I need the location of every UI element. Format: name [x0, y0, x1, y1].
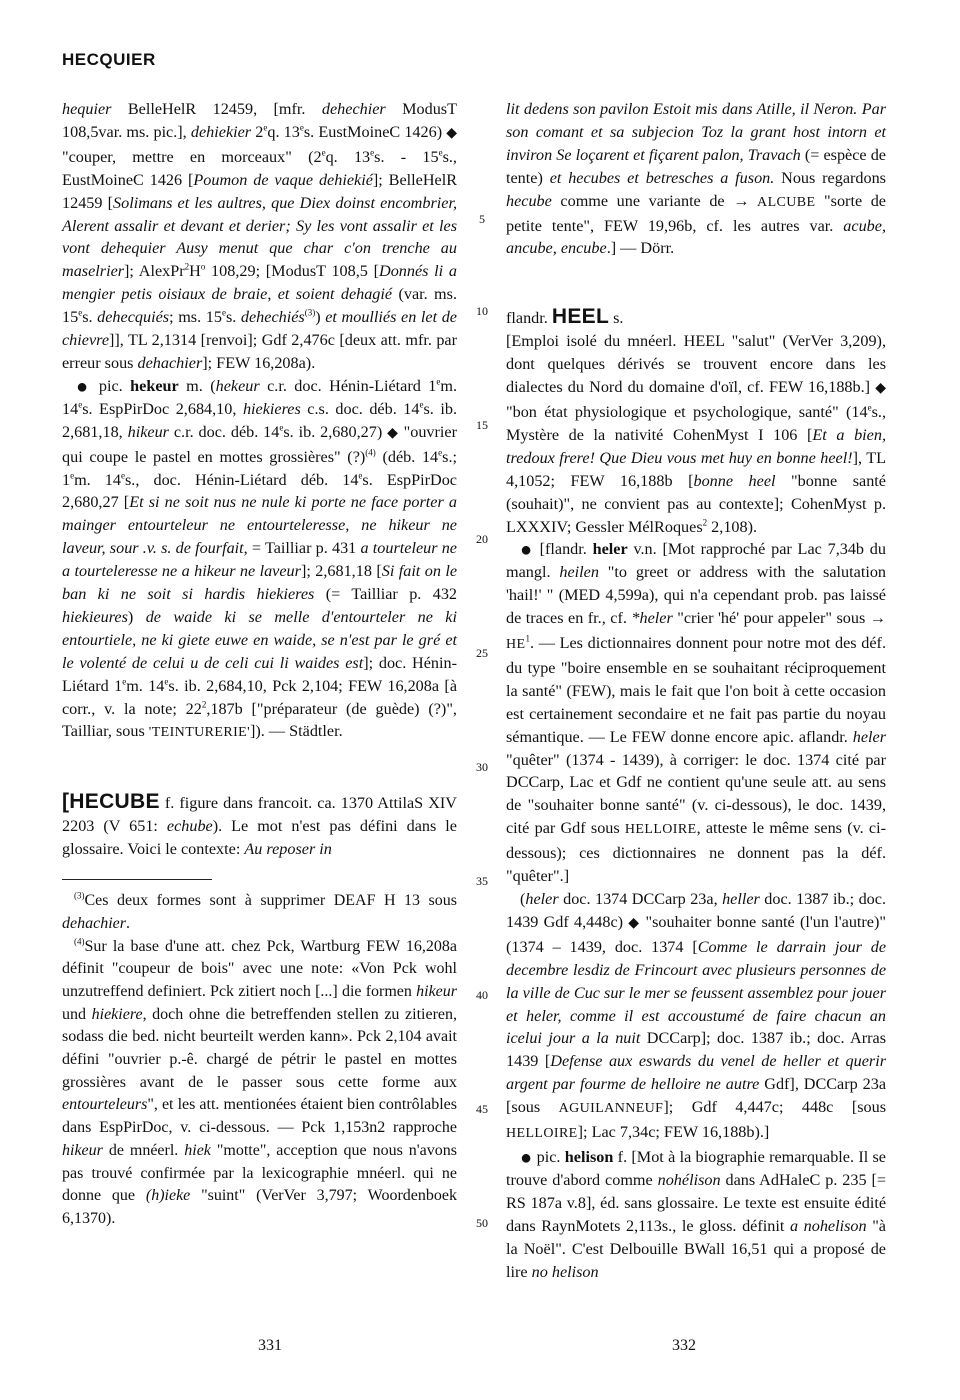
line-number: 30: [476, 760, 488, 774]
entry-heler: [506, 538, 886, 888]
entry-hequier: [62, 98, 457, 375]
entry-heler-attestations: [506, 888, 886, 1146]
text-run: dehiekier: [190, 122, 252, 141]
text-run: "motte", acception que nous n'avons pas trouvé confirmée par la lexicographie mnéerl. qui ne donne que: [62, 1141, 457, 1205]
text-run: s., doc. Hénin-Liétard déb. 14: [125, 470, 359, 489]
line-number: 45: [476, 1102, 488, 1116]
text-run: et moulliés en let de chievre: [62, 308, 457, 350]
arrow-icon: →: [733, 191, 750, 210]
text-run: ,187b ["préparateur (de guède) (?)", Tailliar, sous: [62, 699, 457, 741]
text-run: dans AdHaleC p. 235 [= RS 187a v.8], éd. sans glossaire. Le texte est ensuite édité dans RaynMotets 2,113s., le gloss. définit: [506, 1170, 886, 1235]
text-run: "to greet or address with the salutation 'hail!' " (MED 4,599a), qui n'a cependant prob. pas laissé de traces en fr., cf.: [506, 563, 887, 628]
entry-hecube: [62, 791, 457, 861]
text-run: ]; FEW 16,208a).: [202, 353, 316, 372]
text-run: und: [62, 1005, 92, 1023]
text-run: s. EustMoineC 1426): [303, 122, 447, 141]
text-run: flandr.: [506, 309, 552, 328]
bullet-icon: ●: [520, 1146, 533, 1169]
text-run: m. 14: [74, 470, 121, 489]
line-number: 50: [476, 1216, 488, 1230]
text-run: a nohelison: [789, 1216, 867, 1235]
headword-hecube: HECUBE: [69, 790, 160, 814]
text-run: [: [62, 790, 70, 814]
arrow-icon: →: [869, 609, 886, 628]
text-run: 2: [702, 517, 708, 528]
text-run: comme une variante de: [551, 191, 734, 210]
text-run: ]; doc. Hénin-Liétard 1: [62, 653, 457, 695]
text-run: [Emploi isolé du mnéerl. HEEL "salut" (VerVer 3,209), dont quelques dérivés se trouvent encore dans les dialectes du Nord du domaine d'oïl, cf. FEW 16,188b.]: [506, 332, 886, 397]
diamond-icon: ◆: [446, 125, 458, 141]
running-head: HECQUIER: [62, 50, 156, 69]
text-run: hikeur: [416, 982, 457, 1000]
text-run: Si fait on le ban ki ne soit si hardis hiekieres: [62, 562, 458, 604]
bullet-icon: ●: [520, 539, 534, 562]
text-run: Au reposer in: [244, 840, 332, 859]
text-run: dehechiés: [240, 308, 305, 327]
text-run: 2: [184, 261, 190, 272]
text-run: 2: [251, 122, 264, 141]
text-run: s. - 15: [374, 147, 439, 166]
text-run: m. 14: [62, 376, 457, 418]
bullet-icon: ●: [76, 375, 92, 398]
diamond-icon: ◆: [387, 425, 399, 441]
text-run: heller: [722, 890, 760, 908]
text-run: dehecquiés: [97, 308, 170, 327]
text-run: s. ib. 2,681,18,: [62, 399, 457, 441]
text-run: Ces deux formes sont à supprimer DEAF H 13 sous: [84, 892, 457, 910]
text-run: e: [122, 676, 127, 687]
text-run: (: [520, 890, 526, 908]
text-run: e: [121, 470, 125, 481]
text-run: hiekieres: [242, 399, 301, 418]
footnote-4: [62, 936, 457, 1231]
text-run: pic.: [91, 376, 131, 395]
footnote-divider: [62, 879, 212, 880]
text-run: Donnés li a mengier petis oisiaux de braie, et soient dehagié: [62, 262, 457, 304]
text-run: o: [200, 261, 206, 272]
text-run: dehachier: [137, 353, 203, 372]
text-run: hikeur: [62, 1141, 103, 1159]
text-run: de waide ki se melle d'entourteler ne ki entourtiele, ne ki giete euwe en waide, se n'est par le gré et le volenté de celui u de celi cui li waides est: [62, 607, 457, 672]
text-run: doc. 1374 DCCarp 23a,: [558, 890, 723, 908]
headword-heel: HEEL: [551, 305, 610, 329]
line-number: 35: [476, 874, 488, 888]
text-run: ", et les att. mentionées étaient bien contrôlables dans EspPirDoc, v. ci-dessous. — Pck 1,153n2 rapproche: [62, 1096, 457, 1137]
text-run: e: [279, 422, 284, 433]
footnote-3: [62, 890, 457, 935]
text-run: e: [370, 147, 375, 158]
text-run: 2: [201, 699, 207, 710]
text-run: .: [125, 914, 130, 932]
text-run: c.r. doc. Hénin-Liétard 1: [259, 376, 437, 395]
text-run: ). Le mot n'est pas défini dans le glossaire. Voici le contexte:: [62, 817, 457, 859]
text-run: HELLOIRE: [624, 822, 697, 838]
text-run: ]). — Städtler.: [250, 722, 343, 741]
text-run: s. EspPirDoc 2,680,27 [: [62, 470, 457, 512]
text-run: 1: [525, 633, 530, 644]
text-run: heler: [592, 540, 628, 559]
text-run: hecube: [506, 191, 552, 210]
text-run: e: [358, 470, 363, 481]
text-run: e: [436, 376, 441, 387]
text-run: s.: [609, 309, 624, 328]
text-run: e: [438, 447, 443, 458]
text-run: , doch ohne die betreffenden stellen zu zitieren, sodass die bed. nicht beurteilt werden kann». Pck 2,104 avait défini "ouvrier p.-ê. chargé de pétrir le pastel en mottes grossières avant de le passer sous cette forme aux: [62, 1005, 458, 1091]
text-run: (4): [74, 936, 85, 947]
text-run: Et a bien, tredoux frere! Que Dieu vous met huy en bonne heel!: [506, 425, 886, 467]
text-run: (3): [74, 890, 85, 901]
text-run: hekeur: [130, 376, 179, 395]
line-number: 40: [476, 988, 488, 1002]
text-run: s.; 1: [62, 447, 457, 489]
text-run: e: [70, 470, 75, 481]
text-run: Poumon de vaque dehiekié: [193, 170, 373, 189]
text-run: BelleHelR 12459, [mfr.: [111, 100, 322, 118]
text-run: 108,29; [ModusT 108,5 [: [205, 262, 379, 281]
text-run: echube: [166, 817, 213, 836]
entry-helison: [506, 1146, 886, 1283]
text-run: Nous regardons: [774, 168, 886, 187]
line-number: 5: [479, 212, 485, 226]
text-run: ): [315, 308, 326, 327]
text-run: e: [263, 122, 268, 133]
entry-hekeur: [62, 375, 457, 746]
line-number: 10: [476, 304, 488, 318]
text-run: (= Tailliar p. 432: [314, 585, 458, 604]
text-run: heilen: [559, 563, 599, 582]
text-run: *heler: [631, 609, 673, 628]
text-run: hikeur: [127, 422, 169, 441]
text-run: ]; AlexPr: [124, 262, 185, 281]
text-run: q. 13: [325, 147, 371, 166]
text-run: s.: [225, 308, 241, 327]
diamond-icon: ◆: [875, 381, 886, 397]
diamond-icon: ◆: [628, 915, 641, 931]
text-run: e: [164, 676, 169, 687]
line-number: 25: [476, 646, 488, 660]
text-run: Solimans et les aultres, que Diex doinst encombrier, Alerent assalir et devant et derier; Sy les vont assalir et les vont dehequier Ausy menut que char c'on trenche au maselrier: [62, 193, 457, 281]
text-run: DCCarp]; doc. 1387 ib.; doc. Arras 1439 [: [506, 1029, 886, 1071]
text-run: Defense aux eswards du venel de heller et querir argent par fourme de helloire ne autre: [506, 1052, 886, 1094]
text-run: .] — Dörr.: [606, 239, 675, 258]
text-run: Et si ne soit nus ne nule ki porte ne face porter a mainger entourteleur ne entourteleresse, ne hikeur ne laveur, sour .v. s. de fourfait,: [62, 493, 457, 558]
text-run: ): [127, 607, 146, 626]
text-run: = Tailliar p. 431: [247, 539, 361, 558]
text-run: Sur la base d'une att. chez Pck, Wartburg FEW 16,208a définit "coupeur de bois" avec une note: «Von Pck wohl unzutreffend definiert. Pck zitiert noch [...] die formen: [62, 937, 457, 1000]
text-run: . — Les dictionnaires donnent pour notre mot des déf. du type "boire ensemble en se souhaitant réciproquement la santé" (FEW), mais le fait que l'on boit à cette occasion est certainement secondaire et ne fait pas partie du noyau sémantique. — Le FEW donne encore apic. aflandr.: [506, 634, 886, 746]
line-number: 15: [476, 418, 488, 432]
text-run: ; ms. 15: [169, 308, 222, 327]
text-run: q. 13: [267, 122, 300, 141]
text-run: AGUILANNEUF: [558, 1101, 664, 1117]
text-run: dehachier: [62, 914, 126, 932]
text-run: ], TL 4,1052; FEW 16,188b [: [506, 448, 886, 490]
text-run: lit dedens son pavilon Estoit mis dans Atille, il Neron. Par son comant et sa subjecion Toz la grant host intorn et inviron Se loçarent et fiçarent palon, Travach: [506, 100, 886, 164]
text-run: e: [299, 122, 304, 133]
text-run: hiekieures: [62, 607, 128, 626]
text-run: et hecubes et betresches a fuson.: [549, 168, 775, 187]
text-run: e: [419, 399, 424, 410]
text-run: entourteleurs: [62, 1096, 148, 1114]
text-run: e: [78, 399, 83, 410]
text-run: (h)ieke: [145, 1187, 191, 1205]
text-run: "à la Noël". C'est Delbouille BWall 16,51 qui a proposé de lire: [506, 1216, 886, 1281]
entry-heel-headword: [506, 306, 886, 330]
text-run: s., Mystère de la nativité CohenMyst I 106 [: [506, 402, 886, 444]
text-run: hiekiere: [91, 1005, 143, 1023]
entry-hecube-continued: [506, 98, 886, 260]
text-run: heler: [852, 727, 886, 746]
text-run: ]; Lac 7,34c; FEW 16,188b).]: [577, 1123, 770, 1142]
text-run: "ouvrier qui coupe le pastel en mottes grossières" (?): [62, 422, 457, 466]
text-run: s. ib. 2,680,27): [283, 422, 388, 441]
text-run: a tourteleur ne a tourteleresse ne a hikeur ne laveur: [62, 539, 457, 581]
line-number: 20: [476, 532, 488, 546]
text-run: s. EspPirDoc 2,684,10,: [82, 399, 243, 418]
text-run: ALCUBE: [749, 194, 816, 210]
text-run: HE: [506, 637, 526, 653]
text-run: f. [Mot à la biographie remarquable. Il se trouve d'abord comme: [506, 1147, 886, 1189]
footnote-ref-3: (3): [304, 307, 316, 318]
text-run: (= espèce de tente): [506, 145, 886, 187]
text-run: acube, ancube, encube: [506, 216, 886, 258]
text-run: de mnéerl.: [102, 1141, 185, 1159]
text-run: ]; BelleHelR 12459 [: [62, 170, 457, 212]
footnote-ref-4: (4): [365, 447, 376, 458]
text-run: bonne heel: [693, 471, 776, 490]
entry-heel: [506, 330, 886, 538]
text-run: helison: [564, 1147, 614, 1166]
text-run: c.s. doc. déb. 14: [300, 399, 420, 418]
text-run: "couper, mettre en morceaux" (2: [62, 147, 322, 166]
text-run: dehechier: [321, 100, 386, 118]
text-run: e: [321, 147, 326, 158]
text-run: s., EustMoineC 1426 [: [62, 147, 457, 189]
text-run: heler: [525, 890, 559, 908]
text-run: nohélison: [657, 1170, 721, 1189]
text-run: hiek: [184, 1141, 211, 1159]
text-run: e: [221, 307, 226, 318]
text-run: doc. 1387 ib.; doc. 1439 Gdf 4,448c): [506, 890, 886, 931]
text-run: "sorte de petite tente", FEW 19,96b, cf. les autres var.: [506, 191, 886, 235]
text-run: m. (: [178, 376, 216, 395]
text-run: (var. ms. 15: [62, 285, 457, 327]
footnotes: [62, 890, 457, 1231]
text-run: "souhaiter bonne santé (l'un l'autre)" (1374 – 1439, doc. 1374 [: [506, 912, 886, 956]
text-run: (déb. 14: [375, 447, 439, 466]
text-run: 2,108).: [707, 517, 758, 536]
text-run: Gdf], DCCarp 23a [sous: [506, 1075, 887, 1117]
text-run: HELLOIRE: [506, 1126, 578, 1142]
text-run: ModusT 108,5var. ms. pic.],: [62, 100, 457, 141]
text-run: "bonne santé (souhait)", ne convient pas au contexte]; CohenMyst p. LXXXIV; Gessler MélRoques: [506, 471, 886, 536]
text-run: "quêter" (1374 - 1439), à corriger: le doc. 1374 cité par DCCarp, Lac et Gdf ne contient qu'une seule att. au sens de "souhaiter bonne santé" (v. ci-dessous), le doc. 1439, cité par Gdf sous: [506, 750, 886, 838]
text-run: , atteste le même sens (v. ci-dessous); ces dictionnaires ne donnent pas la déf. "quêter".]: [506, 819, 886, 886]
text-run: [flandr.: [533, 540, 593, 559]
text-run: f. figure dans francoit. ca. 1370 AttilaS XIV 2203 (V 651:: [62, 794, 457, 836]
text-run: no helison: [531, 1262, 599, 1281]
text-run: Comme le darrain jour de decembre lesdiz de Frincourt avec plusieurs personnes de la ville de Cuc sur le mer se feussent assemblez pour jouer et heler, comme il est accoustumé de faire chacun an icelui jour a la nuit: [506, 937, 887, 1048]
text-run: m. 14: [126, 676, 165, 695]
text-run: hequier: [62, 100, 112, 118]
text-run: c.r. doc. déb. 14: [168, 422, 280, 441]
text-run: "crier 'hé' pour appeler" sous: [672, 609, 870, 628]
text-run: "suint" (VerVer 3,797; Woordenboek 6,1370).: [62, 1187, 458, 1227]
text-run: H: [189, 262, 201, 281]
text-run: e: [867, 402, 872, 413]
text-run: e: [438, 147, 443, 158]
text-run: pic.: [532, 1147, 565, 1166]
page-number-right: 332: [672, 1337, 696, 1354]
text-run: s.: [82, 308, 98, 327]
text-run: ]], TL 2,1314 [renvoi]; Gdf 2,476c [deux att. mfr. par erreur sous: [62, 331, 457, 372]
text-run: "bon état physiologique et psychologique, santé" (14: [506, 402, 868, 421]
text-run: hekeur: [215, 376, 260, 395]
text-run: e: [78, 307, 83, 318]
text-run: 'TEINTURERIE': [148, 725, 251, 741]
left-column: [62, 98, 457, 1231]
text-run: ]; 2,681,18 [: [300, 562, 382, 581]
page-number-left: 331: [258, 1337, 282, 1354]
text-run: s. ib. 2,684,10, Pck 2,104; FEW 16,208a [à corr., v. la note; 22: [62, 676, 457, 718]
text-run: ]; Gdf 4,447c; 448c [sous: [663, 1098, 886, 1117]
right-column: [506, 98, 886, 1283]
text-run: v.n. [Mot rapproché par Lac 7,34b du mangl.: [506, 540, 886, 582]
